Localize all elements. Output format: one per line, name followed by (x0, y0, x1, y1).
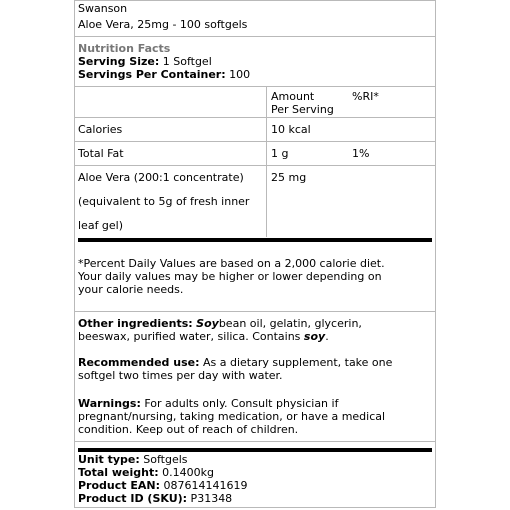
unit-type-label: Unit type: (78, 453, 140, 466)
recommended-use-line (78, 356, 392, 369)
ingredients-line (78, 317, 362, 330)
thick-rule (78, 238, 432, 242)
nutrient-amount: 25 mg (271, 171, 307, 184)
ingredients-text: . (325, 330, 329, 343)
warnings-line (78, 397, 338, 410)
total-weight-label: Total weight: (78, 466, 159, 479)
row-divider (75, 165, 435, 166)
nutrient-note: leaf gel) (78, 219, 124, 232)
product-name: Aloe Vera, 25mg - 100 softgels (78, 18, 248, 31)
ingredients-line (78, 330, 329, 343)
ingredients-label: Other ingredients: (78, 317, 193, 330)
recommended-use-text: softgel two times per day with water. (78, 369, 283, 382)
recommended-use-text: As a dietary supplement, take one (199, 356, 393, 369)
warnings-text: condition. Keep out of reach of children. (78, 423, 299, 436)
servings-value: 100 (229, 68, 251, 81)
column-header-per-serving: Per Serving (271, 103, 334, 116)
column-header-amount: Amount (271, 90, 315, 103)
nutrient-name: Aloe Vera (200:1 concentrate) (78, 171, 244, 184)
product-ean-value: 087614141619 (160, 479, 248, 492)
warnings-label: Warnings: (78, 397, 141, 410)
total-weight (78, 466, 214, 479)
product-ean (78, 479, 247, 492)
nutrition-facts-title: Nutrition Facts (78, 42, 171, 55)
product-ean-label: Product EAN: (78, 479, 160, 492)
brand-name: Swanson (78, 2, 128, 15)
nutrient-amount: 1 g (271, 147, 289, 160)
product-sku-value: P31348 (187, 492, 233, 505)
footnote-line: your calorie needs. (78, 283, 184, 296)
serving-size-value: 1 Softgel (162, 55, 212, 68)
thick-rule (78, 448, 432, 452)
divider (75, 441, 435, 442)
servings-label: Servings Per Container: (78, 68, 226, 81)
column-header-ri: %RI* (352, 90, 379, 103)
servings-per-container (78, 68, 250, 81)
footnote-line: Your daily values may be higher or lower depending on (78, 270, 382, 283)
serving-size-label: Serving Size: (78, 55, 160, 68)
divider (75, 36, 435, 37)
serving-size (78, 55, 212, 68)
nutrient-note: (equivalent to 5g of fresh inner (78, 195, 250, 208)
nutrient-amount: 10 kcal (271, 123, 311, 136)
divider (75, 86, 435, 87)
column-divider (266, 87, 267, 237)
nutrient-ri: 1% (352, 147, 370, 160)
nutrient-name: Total Fat (78, 147, 124, 160)
total-weight-value: 0.1400kg (158, 466, 214, 479)
ingredients-text: bean oil, gelatin, glycerin, (218, 317, 362, 330)
supplement-facts-panel (74, 0, 436, 508)
unit-type (78, 453, 188, 466)
row-divider (75, 141, 435, 142)
unit-type-value: Softgels (139, 453, 188, 466)
product-sku (78, 492, 232, 505)
recommended-use-label: Recommended use: (78, 356, 200, 369)
footnote-line: *Percent Daily Values are based on a 2,000 calorie diet. (78, 257, 385, 270)
allergen-soy: Soy (196, 317, 219, 330)
warnings-text: For adults only. Consult physician if (140, 397, 339, 410)
nutrient-name: Calories (78, 123, 123, 136)
product-sku-label: Product ID (SKU): (78, 492, 188, 505)
divider (75, 311, 435, 312)
warnings-text: pregnant/nursing, taking medication, or have a medical (78, 410, 386, 423)
divider (75, 117, 435, 118)
ingredients-text: beeswax, purified water, silica. Contains (78, 330, 304, 343)
allergen-soy: soy (303, 330, 326, 343)
